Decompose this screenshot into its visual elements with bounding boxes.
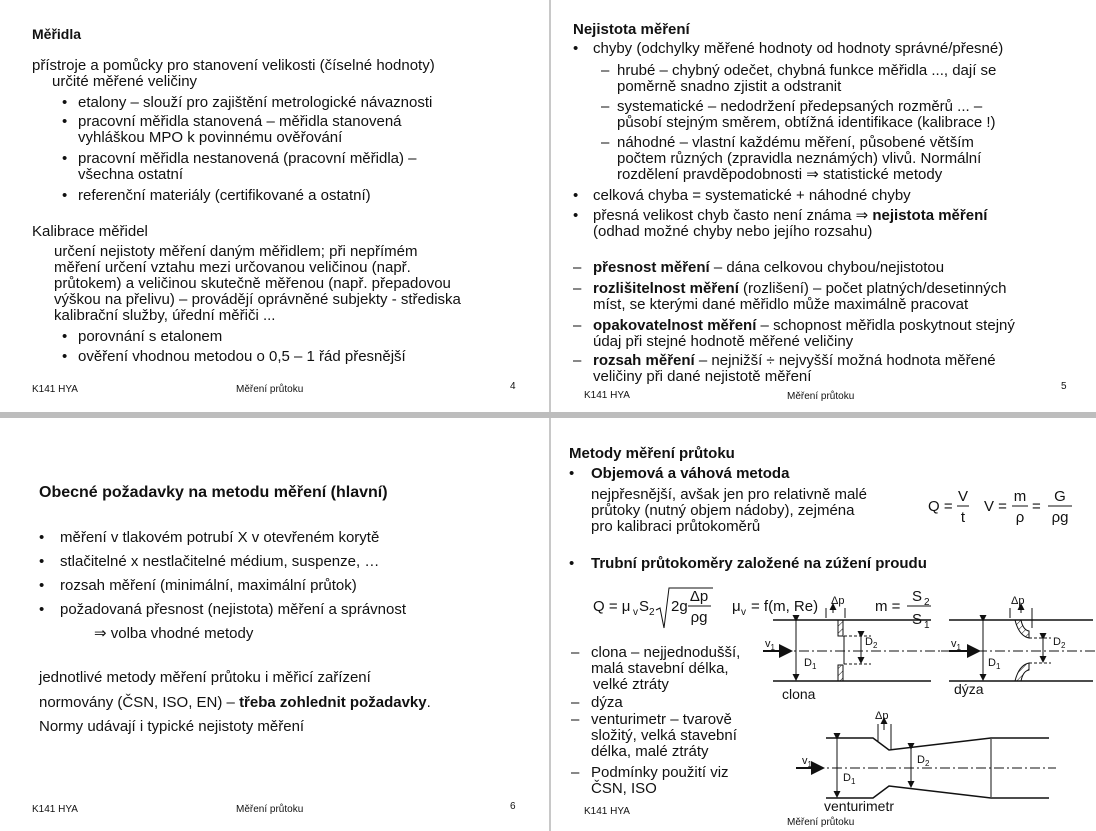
dash-icon: –	[601, 62, 610, 79]
bullet-icon: •	[39, 601, 45, 618]
svg-text:= f(m, Re): = f(m, Re)	[751, 598, 819, 615]
slide-7	[551, 418, 1096, 831]
svg-text:μ: μ	[732, 598, 741, 615]
term-desc: (rozlišení) – počet platných/desetinných	[738, 280, 1007, 297]
D1-label	[843, 770, 855, 790]
paragraph-line: Normy udávají i typické nejistoty měření	[39, 718, 305, 735]
definition-line: míst, se kterými dané měřidlo může maximálně pracovat	[593, 296, 969, 313]
term: přesnost měření	[593, 259, 710, 276]
term: rozlišitelnost měření	[593, 280, 739, 297]
v-sub: 1	[770, 643, 775, 653]
list-item: dýza	[591, 694, 623, 711]
svg-text:2: 2	[924, 597, 930, 608]
section-line: pro kalibraci průtokoměrů	[591, 518, 761, 535]
term-desc: – nejnižší ÷ nejvyšší možná hodnota měřené	[694, 352, 996, 369]
list-item: působí stejným směrem, obtížná identifikace (kalibrace !)	[617, 114, 996, 131]
svg-text:v: v	[741, 607, 746, 618]
definition-line: veličiny při dané nejistotě měření	[593, 368, 812, 385]
footer-title: Měření průtoku	[787, 817, 855, 828]
d-symbol: D	[843, 772, 851, 784]
list-item: délka, malé ztráty	[591, 743, 709, 760]
v-sub: 1	[807, 760, 812, 770]
list-item: malá stavební délka,	[591, 660, 729, 677]
section-heading: Objemová a váhová metoda	[591, 465, 790, 482]
dash-icon: –	[571, 764, 580, 781]
d-sub: 2	[872, 641, 878, 651]
section-heading: Kalibrace měřidel	[32, 223, 148, 240]
svg-text:1: 1	[924, 620, 930, 631]
list-item: počtem různých (zpravidla neznámých) vlivů. Normální	[617, 150, 982, 167]
svg-text:V =: V =	[984, 498, 1007, 515]
svg-text:G: G	[1054, 488, 1066, 505]
venturi-label: venturimetr	[824, 798, 895, 814]
term-desc: – dána celkovou chybou/nejistotou	[709, 259, 945, 276]
page-number: 4	[510, 381, 516, 392]
list-item: velké ztráty	[593, 676, 669, 693]
d-sub: 2	[1060, 641, 1066, 651]
list-item	[593, 207, 987, 224]
svg-text:=: =	[1032, 498, 1041, 515]
calib-line: průtokem) a veličinou skutečně měřenou (např. přepadovou	[54, 275, 451, 292]
dash-icon: –	[571, 644, 580, 661]
v1-label	[802, 753, 812, 773]
list-item: pracovní měřidla stanovená – měřidla stanovená	[78, 113, 402, 130]
bullet-icon: •	[62, 150, 68, 167]
d-sub: 1	[995, 662, 1001, 672]
slide-title: Obecné požadavky na metodu měření (hlavní)	[39, 484, 388, 501]
list-item: všechna ostatní	[78, 166, 184, 183]
v1-label	[951, 636, 961, 656]
list-item: chyby (odchylky měřené hodnoty od hodnoty správné/přesné)	[593, 40, 1004, 57]
calib-line: výškou na přelivu) – provádějí oprávněné subjekty - střediska	[54, 291, 461, 308]
term-desc: – schopnost měřidla poskytnout stejný	[756, 317, 1015, 334]
list-item: Podmínky použití viz	[591, 764, 729, 781]
bullet-icon: •	[39, 529, 45, 546]
d-symbol: D	[917, 754, 925, 766]
dash-icon: –	[573, 259, 582, 276]
v1-label	[765, 636, 775, 656]
svg-text:Q = μ: Q = μ	[593, 598, 631, 615]
calib-line: měření určení vztahu mezi určovanou veličinou (např.	[54, 259, 411, 276]
nozzle-label: dýza	[954, 681, 984, 697]
footer-title: Měření průtoku	[236, 384, 304, 395]
intro-line: určité měřené veličiny	[52, 73, 198, 90]
slide-title: Metody měření průtoku	[569, 445, 735, 462]
svg-text:V: V	[957, 488, 969, 505]
dash-icon: –	[601, 98, 610, 115]
slide-4	[0, 0, 548, 411]
svg-text:2g: 2g	[671, 598, 688, 615]
svg-text:Q =: Q =	[928, 498, 953, 515]
list-item: rozsah měření (minimální, maximální průtok)	[60, 577, 357, 594]
bullet-icon: •	[39, 553, 45, 570]
definition	[593, 317, 1015, 334]
svg-text:S: S	[911, 611, 923, 628]
bullet-icon: •	[573, 187, 579, 204]
footer-course: K141 HYA	[584, 806, 630, 817]
svg-text:m: m	[1013, 488, 1027, 505]
list-item: etalony – slouží pro zajištění metrologické návaznosti	[78, 94, 433, 111]
list-item: systematické – nedodržení předepsaných rozměrů ... –	[617, 98, 983, 115]
svg-text:Δp: Δp	[689, 588, 709, 605]
section-line: průtoky (nutný objem nádoby), zejména	[591, 502, 855, 519]
orifice-label: clona	[782, 686, 816, 702]
D2-label	[917, 752, 929, 772]
paragraph-line	[39, 694, 431, 711]
slide-title: Nejistota měření	[573, 21, 690, 38]
D2-label	[1053, 634, 1065, 654]
text-run: přesná velikost chyb často není známa ⇒	[593, 207, 873, 224]
bullet-icon: •	[569, 555, 575, 572]
list-item: rozdělení pravděpodobnosti ⇒ statistické metody	[617, 166, 943, 183]
bullet-icon: •	[62, 113, 68, 130]
dash-icon: –	[573, 317, 582, 334]
calib-line: určení nejistoty měření daným měřidlem; při nepřímém	[54, 243, 418, 260]
bullet-icon: •	[62, 328, 68, 345]
bullet-icon: •	[573, 207, 579, 224]
definition-line: údaj při stejné hodnotě měřené veličiny	[593, 333, 854, 350]
definition	[593, 259, 944, 276]
definition	[593, 352, 996, 369]
list-item: (odhad možné chyby nebo jejího rozsahu)	[593, 223, 873, 240]
d-symbol: D	[988, 657, 996, 669]
footer-course: K141 HYA	[584, 390, 630, 401]
v-sub: 1	[956, 643, 961, 653]
svg-text:ρg: ρg	[1051, 509, 1069, 526]
v-symbol: v	[802, 755, 808, 767]
arrow-line: ⇒ volba vhodné metody	[94, 625, 254, 642]
dp-label: Δp	[831, 595, 845, 607]
svg-text:S: S	[639, 598, 650, 615]
footer-title: Měření průtoku	[236, 804, 304, 815]
term: rozsah měření	[593, 352, 695, 369]
definition	[593, 280, 1007, 297]
text-run: normovány (ČSN, ISO, EN) –	[39, 694, 240, 711]
d-sub: 1	[850, 777, 856, 787]
bullet-icon: •	[39, 577, 45, 594]
intro-line: přístroje a pomůcky pro stanovení velikosti (číselné hodnoty)	[32, 57, 435, 74]
svg-text:ρ: ρ	[1015, 509, 1025, 526]
list-item: celková chyba = systematické + náhodné chyby	[593, 187, 911, 204]
svg-text:ρg: ρg	[690, 609, 708, 626]
footer-title: Měření průtoku	[787, 391, 855, 402]
footer-course: K141 HYA	[32, 804, 78, 815]
v-symbol: v	[951, 638, 957, 650]
dash-icon: –	[601, 134, 610, 151]
bullet-icon: •	[573, 40, 579, 57]
paragraph-line: jednotlivé metody měření průtoku i měřicí zařízení	[39, 669, 371, 686]
term: opakovatelnost měření	[593, 317, 757, 334]
bullet-icon: •	[569, 465, 575, 482]
dash-icon: –	[573, 280, 582, 297]
dash-icon: –	[573, 352, 582, 369]
svg-text:m =: m =	[875, 598, 901, 615]
slide-title: Měřidla	[32, 26, 82, 42]
slide-6	[0, 418, 548, 831]
svg-text:2: 2	[649, 607, 655, 618]
text-run: .	[426, 694, 431, 711]
list-item: náhodné – vlastní každému měření, působené větším	[617, 134, 974, 151]
list-item: venturimetr – tvarově	[591, 711, 732, 728]
svg-text:t: t	[960, 509, 966, 526]
bullet-icon: •	[62, 94, 68, 111]
list-item: měření v tlakovém potrubí X v otevřeném korytě	[60, 529, 380, 546]
svg-text:v: v	[633, 607, 638, 618]
svg-text:S: S	[911, 588, 923, 605]
D2-label	[865, 634, 877, 654]
d-sub: 1	[811, 662, 817, 672]
orifice-diagram	[763, 604, 943, 681]
section-line: nejpřesnější, avšak jen pro relativně malé	[591, 486, 867, 503]
text-run-bold: třeba zohlednit požadavky	[239, 694, 427, 711]
nozzle-diagram	[941, 604, 1096, 681]
list-item: clona – nejjednodušší,	[591, 644, 741, 661]
list-item: ČSN, ISO	[591, 780, 657, 797]
bullet-icon: •	[62, 187, 68, 204]
dash-icon: –	[571, 711, 580, 728]
list-item: referenční materiály (certifikované a ostatní)	[78, 187, 371, 204]
list-item: ověření vhodnou metodou o 0,5 – 1 řád přesnější	[78, 348, 406, 365]
flow-meter-diagrams	[551, 418, 1096, 831]
bullet-icon: •	[62, 348, 68, 365]
list-item: poměrně snadno zjistit a odstranit	[617, 78, 842, 95]
section-heading: Trubní průtokoměry založené na zúžení proudu	[591, 555, 927, 572]
dp-label: Δp	[875, 710, 889, 722]
d-symbol: D	[865, 636, 873, 648]
list-item: porovnání s etalonem	[78, 328, 223, 345]
dash-icon: –	[571, 694, 580, 711]
list-item: vyhláškou MPO k povinnému ověřování	[78, 129, 343, 146]
d-symbol: D	[804, 657, 812, 669]
d-symbol: D	[1053, 636, 1061, 648]
page-number: 5	[1061, 381, 1067, 392]
list-item: hrubé – chybný odečet, chybná funkce měřidla ..., dají se	[617, 62, 997, 79]
page-number: 6	[510, 801, 516, 812]
list-item: požadovaná přesnost (nejistota) měření a správnost	[60, 601, 407, 618]
D1-label	[988, 655, 1000, 675]
footer-course: K141 HYA	[32, 384, 78, 395]
slide-5	[551, 0, 1096, 411]
D1-label	[804, 655, 816, 675]
calib-line: kalibrační služby, úřední měřiči ...	[54, 307, 276, 324]
d-sub: 2	[924, 759, 930, 769]
list-item: stlačitelné x nestlačitelné médium, suspenze, …	[60, 553, 380, 570]
v-symbol: v	[765, 638, 771, 650]
list-item: pracovní měřidla nestanovená (pracovní měřidla) –	[78, 150, 417, 167]
dp-label: Δp	[1011, 595, 1025, 607]
list-item: složitý, velká stavební	[591, 727, 737, 744]
text-run-bold: nejistota měření	[872, 207, 988, 224]
